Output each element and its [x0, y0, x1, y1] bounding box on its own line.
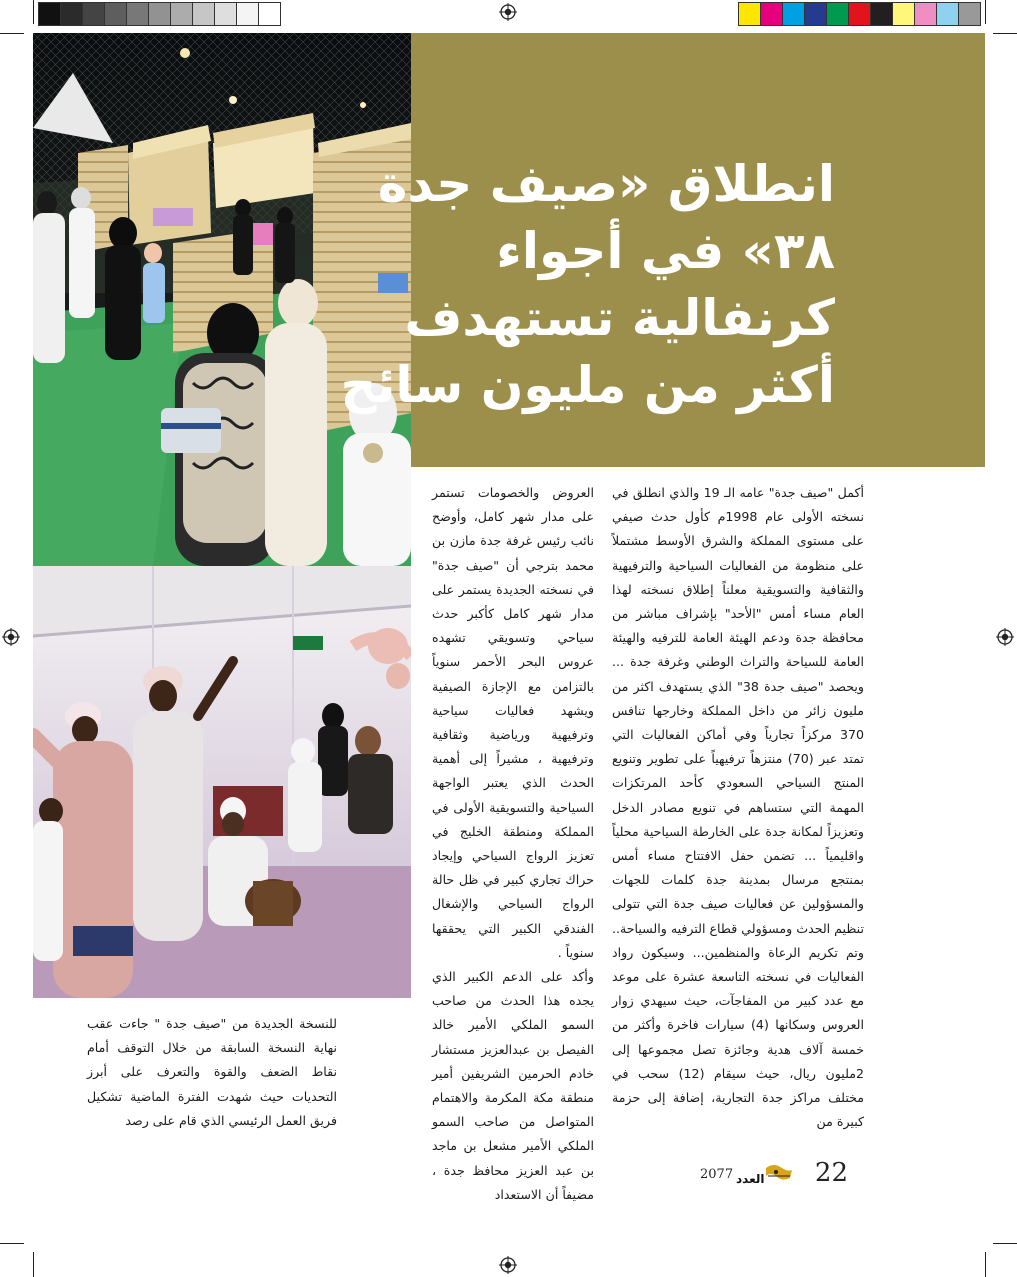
crop-mark	[985, 0, 986, 24]
headline-line: انطلاق «صيف جدة	[377, 155, 835, 213]
crop-mark	[33, 1252, 34, 1277]
color-swatch	[959, 3, 980, 25]
article-paragraph: العروض والخصومات تستمر على مدار شهر كامل، وأوضح نائب رئيس غرفة جدة مازن بن محمد بترجي أن "صيف جدة" في نسخته الجديدة يستمر على مدار شهر كامل كأكبر حدث سياحي وتسويقي تشهده عروس البحر الأحمر سنوياً بالتزامن مع الإجازة الصيفية ويشهد فعاليات سياحية وترفيهية ورياضية وثقافية وترفيهية ، مشيراً إلى أهمية الحدث الذي يعتبر الواجهة السياحية والتسويقية الأولى في المملكة ومنطقة الخليج في تعزيز الرواج السياحي وإيجاد حراك تجاري كبير في ظل حالة الرواج السياحي والإشغال الفندقي الكبير التي يحققها سنوياً .	[432, 485, 594, 960]
headline-panel	[340, 33, 985, 467]
color-swatch	[849, 3, 871, 25]
market-stalls-photo	[33, 33, 411, 566]
headline-line: ٣٨» في أجواء	[496, 222, 835, 280]
headline-line: كرنفالية تستهدف	[404, 289, 835, 347]
gray-swatch	[83, 3, 105, 25]
registration-mark-icon	[2, 628, 20, 646]
crop-mark	[33, 0, 34, 24]
gray-swatch	[127, 3, 149, 25]
article-headline	[340, 151, 835, 419]
crop-mark	[0, 33, 24, 34]
crop-mark	[993, 33, 1017, 34]
folk-dance-photo	[33, 566, 411, 998]
article-column-right	[612, 481, 864, 1134]
issue-number: 2077	[700, 1167, 734, 1182]
page-footer	[696, 1158, 856, 1194]
color-swatch	[893, 3, 915, 25]
gray-swatch	[39, 3, 61, 25]
registration-mark-icon	[499, 3, 517, 21]
article-paragraph: وأكد على الدعم الكبير الذي يجده هذا الحدث من صاحب السمو الملكي الأمير خالد الفيصل بن عبدالعزيز مستشار خادم الحرمين الشريفين أمير منطقة مكة المكرمة والاهتمام المتواصل من صاحب السمو الملكي الأمير مشعل بن ماجد بن عبد العزيز محافظ جدة ، مضيفاً أن الاستعداد	[432, 969, 594, 1202]
color-swatch	[739, 3, 761, 25]
color-swatch	[761, 3, 783, 25]
color-swatch	[915, 3, 937, 25]
gray-swatch	[105, 3, 127, 25]
crop-mark	[985, 1252, 986, 1277]
color-swatch	[783, 3, 805, 25]
gray-swatch	[193, 3, 215, 25]
gray-swatch	[215, 3, 237, 25]
registration-mark-icon	[996, 628, 1014, 646]
gray-swatch	[259, 3, 280, 25]
color-swatch	[937, 3, 959, 25]
article-paragraph: للنسخة الجديدة من "صيف جدة " جاءت عقب نهاية النسخة السابقة من خلال التوقف أمام نقاط الضعف والقوة والتعرف على أبرز التحديات حيث شهدت الفترة الماضية تشكيل فريق العمل الرئيسي الذي قام على رصد	[87, 1016, 337, 1128]
color-swatch	[871, 3, 893, 25]
crop-mark	[993, 1243, 1017, 1244]
gray-swatch	[61, 3, 83, 25]
article-column-left	[87, 1012, 337, 1133]
article-column-middle	[432, 481, 594, 1207]
article-paragraph: أكمل "صيف جدة" عامه الـ 19 والذي انطلق في نسخته الأولى عام 1998م كأول حدث صيفي على مستوى المملكة والشرق الأوسط مشتملاً على منظومة من الفعاليات السياحية والترفيهية والثقافية والتسويقية معلناً إطلاق نسخته لهذا العام مساء أمس "الأحد" بإشراف مباشر من محافظة جدة ودعم الهيئة العامة للترفيه والهيئة العامة للسياحة والتراث الوطني وغرفة جدة ... ويحصد "صيف جدة 38" الذي يستهدف اكثر من مليون زائر من داخل المملكة وخارجها تنافس 370 مركزاً تجارياً وفي أماكن الفعاليات التي تمتد عبر (70) منتزهاً ترفيهياً على تطوير وتنويع المنتج السياحي السعودي كأحد المرتكزات المهمة التي ستساهم في تنويع مصادر الدخل وتعزيزاً لمكانة جدة على الخارطة السياحية محلياً واقليمياً ... تضمن حفل الافتتاح مساء أمس بمنتجع مرسال بمدينة جدة كلمات للجهات والمسؤولين عن فعاليات صيف جدة التي تتولى تنظيم الحدث ومسؤولي قطاع الترفيه والسياحة.. وتم تكريم الرعاة والمنظمين... وسيكون رواد الفعاليات في نسخته التاسعة عشرة على موعد مع عدد كبير من المفاجآت، حيث سيهدي زوار العروس وسكانها (4) سيارات فاخرة وأكثر من خمسة آلاف هدية وجائزة تصل مجموعها إلى 2مليون ريال، حيث سيقام (12) سحب في مختلف مراكز جدة التجارية، إضافة إلى حزمة كبيرة من	[612, 485, 865, 1130]
gray-calibration-bar	[38, 2, 281, 26]
issue-label: العدد	[736, 1172, 765, 1186]
color-swatch	[805, 3, 827, 25]
gray-swatch	[149, 3, 171, 25]
registration-mark-icon	[499, 1256, 517, 1274]
gray-swatch	[171, 3, 193, 25]
gray-swatch	[237, 3, 259, 25]
page-number: 22	[814, 1158, 848, 1188]
color-swatch	[827, 3, 849, 25]
headline-line: أكثر من مليون سائح	[340, 356, 835, 414]
crop-mark	[0, 1243, 24, 1244]
color-calibration-bar	[738, 2, 981, 26]
